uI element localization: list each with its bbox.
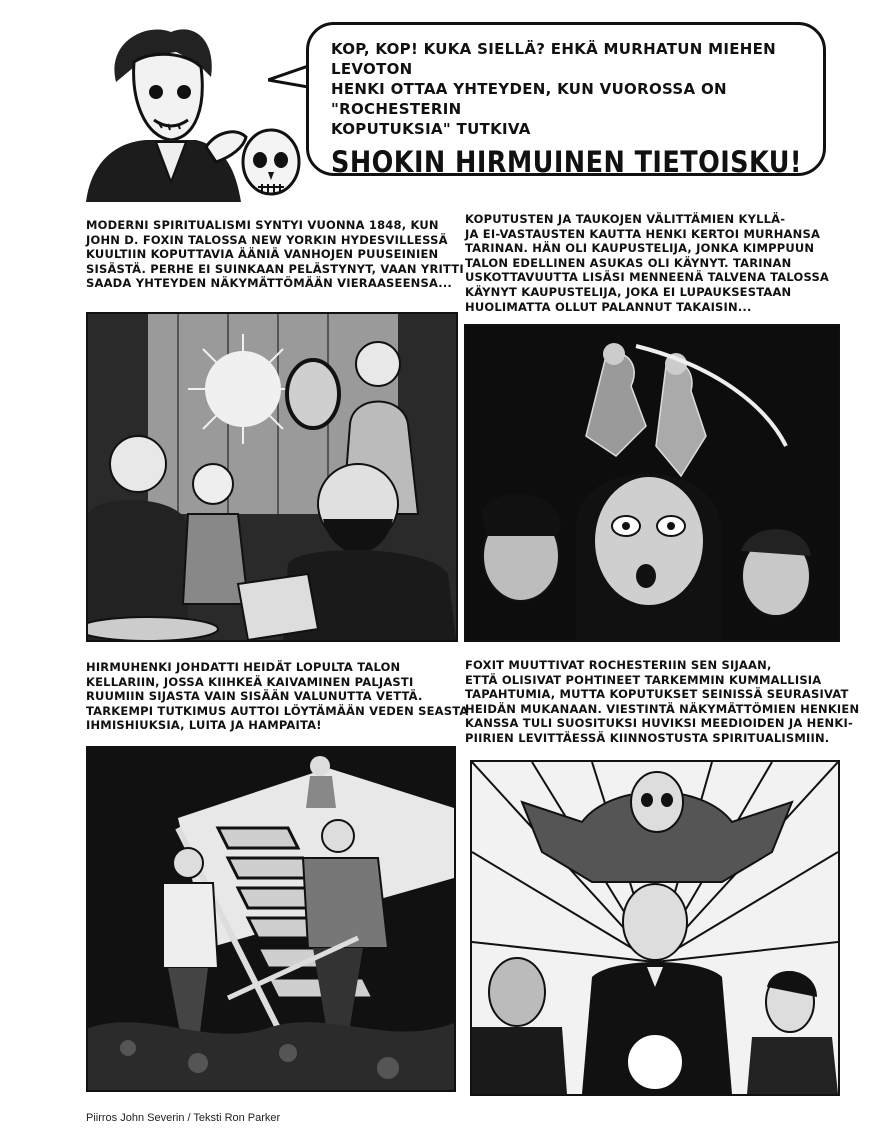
balloon-text-line: HENKI OTTAA YHTEYDEN, KUN VUOROSSA ON "ROCHESTERIN xyxy=(331,80,727,118)
caption-3 xyxy=(86,660,469,733)
speech-balloon xyxy=(306,22,826,179)
caption-line: HEIDÄN MUKANAAN. VIESTINTÄ NÄKYMÄTTÖMIEN HENKIEN xyxy=(465,701,860,716)
comic-panel-3 xyxy=(86,746,456,1092)
caption-line: HUOLIMATTA OLLUT PALANNUT TAKAISIN... xyxy=(465,299,752,314)
caption-line: JOHN D. FOXIN TALOSSA NEW YORKIN HYDESVILLESSÄ xyxy=(86,232,448,247)
balloon-text-line: KOP, KOP! KUKA SIELLÄ? EHKÄ MURHATUN MIEHEN LEVOTON xyxy=(331,40,776,78)
comic-panel-1 xyxy=(86,312,458,642)
caption-line: KANSSA TULI SUOSITUKSI HUVIKSI MEEDIOIDEN JA HENKI- xyxy=(465,716,853,731)
caption-line: PIIRIEN LEVITTÄESSÄ KIINNOSTUSTA SPIRITUALISMIIN. xyxy=(465,730,830,745)
comic-panel-2 xyxy=(464,324,840,642)
caption-line: KÄYNYT KAUPUSTELIJA, JOKA EI LUPAUKSESTAAN xyxy=(465,284,792,299)
caption-line: USKOTTAVUUTTA LISÄSI MENNEENÄ TALVENA TALOSSA xyxy=(465,270,830,285)
caption-line: KELLARIIN, JOSSA KIIHKEÄ KAIVAMINEN PALJASTI xyxy=(86,674,414,689)
caption-line: TALON EDELLINEN ASUKAS OLI KÄYNYT. TARINAN xyxy=(465,255,792,270)
caption-line: TAPAHTUMIA, MUTTA KOPUTUKSET SEINISSÄ SEURASIVAT xyxy=(465,687,849,702)
caption-line: RUUMIIN SIJASTA VAIN SISÄÄN VALUNUTTA VETTÄ. xyxy=(86,689,423,704)
caption-2 xyxy=(465,212,837,314)
caption-line: ETTÄ OLISIVAT POHTINEET TARKEMMIN KUMMALLISIA xyxy=(465,672,822,687)
caption-line: MODERNI SPIRITUALISMI SYNTYI VUONNA 1848, KUN xyxy=(86,218,439,232)
caption-line: TARINAN. HÄN OLI KAUPUSTELIJA, JONKA KIMPPUUN xyxy=(465,241,815,256)
caption-line: SISÄSTÄ. PERHE EI SUINKAAN PELÄSTYNYT, VAAN YRITTI xyxy=(86,261,464,276)
caption-line: HIRMUHENKI JOHDATTI HEIDÄT LOPULTA TALON xyxy=(86,660,401,674)
caption-4 xyxy=(465,658,860,746)
credits: Piirros John Severin / Teksti Ron Parker xyxy=(86,1112,281,1124)
caption-line: SAADA YHTEYDEN NÄKYMÄTTÖMÄÄN VIERAASEENSA... xyxy=(86,276,452,291)
balloon-title: SHOKIN HIRMUINEN TIETOISKU! xyxy=(331,145,802,179)
comic-panel-4 xyxy=(470,760,840,1096)
caption-1 xyxy=(86,218,464,291)
caption-line: KOPUTUSTEN JA TAUKOJEN VÄLITTÄMIEN KYLLÄ- xyxy=(465,212,786,226)
balloon-text-line: KOPUTUKSIA" TUTKIVA xyxy=(331,120,531,138)
caption-line: KUULTIIN KOPUTTAVIA ÄÄNIÄ VANHOJEN PUUSEINIEN xyxy=(86,247,439,262)
caption-line: TARKEMPI TUTKIMUS AUTTOI LÖYTÄMÄÄN VEDEN SEASTA xyxy=(86,703,469,718)
host-illustration xyxy=(76,22,306,202)
caption-line: JA EI-VASTAUSTEN KAUTTA HENKI KERTOI MURHANSA xyxy=(465,226,821,241)
caption-line: IHMISHIUKSIA, LUITA JA HAMPAITA! xyxy=(86,718,322,733)
caption-line: FOXIT MUUTTIVAT ROCHESTERIIN SEN SIJAAN, xyxy=(465,658,772,672)
